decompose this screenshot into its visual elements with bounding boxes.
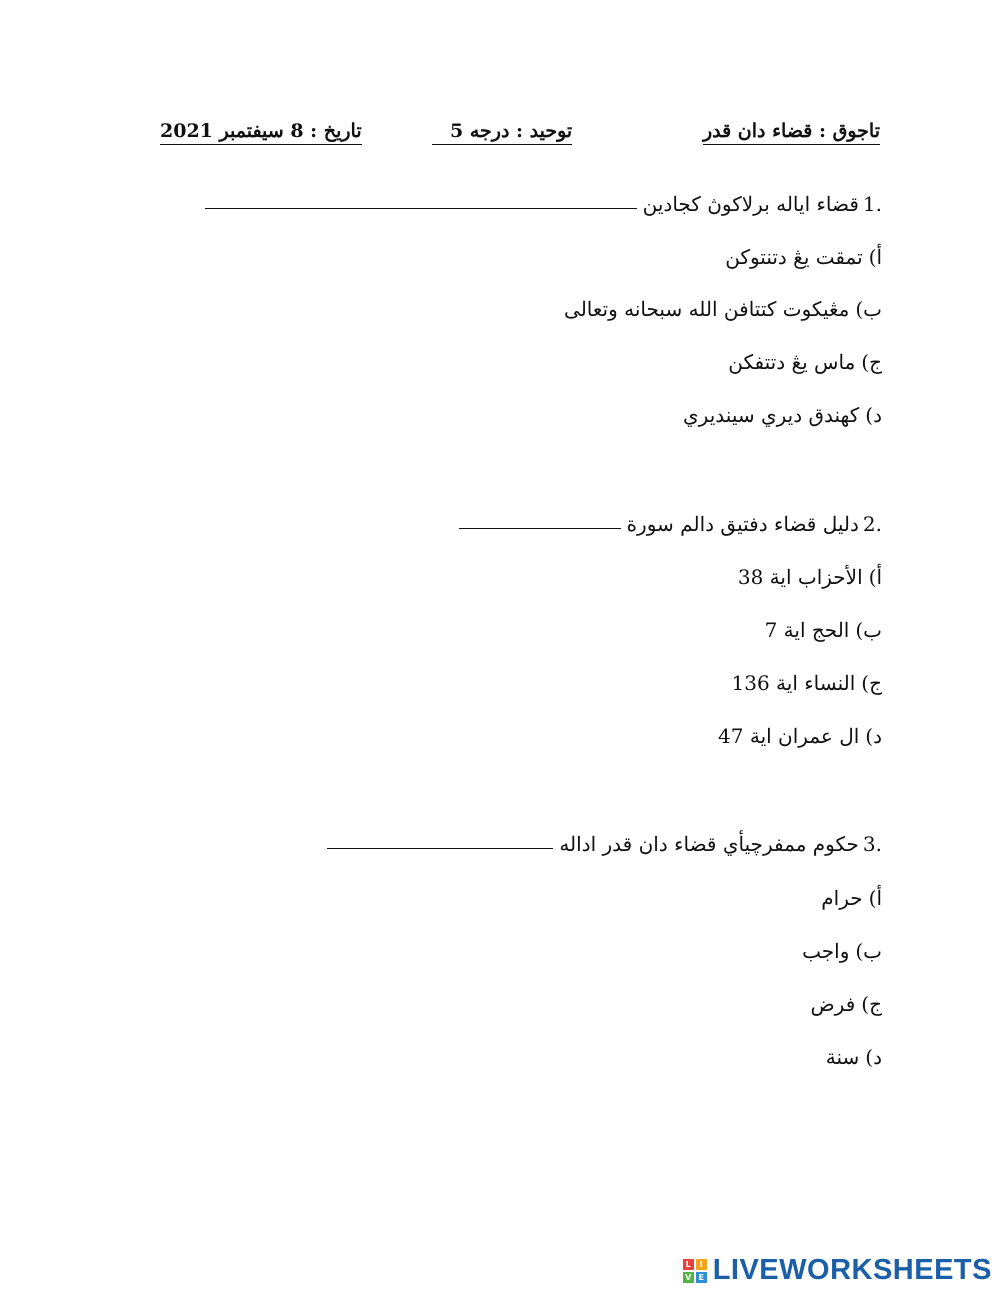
answer-blank[interactable]: [327, 847, 553, 849]
question-text: دليل قضاء دفتيق دالم سورة: [626, 512, 859, 536]
question-text: حكوم ممفرچيأي قضاء دان قدر اداله: [559, 832, 859, 856]
option-marker: ج): [861, 350, 882, 374]
logo-block: I: [696, 1259, 707, 1270]
option-text: تمقت يڠ دتنتوكن: [725, 245, 863, 269]
option-text: الأحزاب اية 38: [737, 565, 863, 589]
option-text: النساء اية 136: [731, 671, 856, 695]
liveworksheets-logo[interactable]: [683, 1254, 992, 1287]
option-text: حرام: [821, 886, 863, 910]
option-text: الحج اية 7: [764, 618, 850, 642]
logo-block: V: [683, 1272, 694, 1283]
option-marker: د): [865, 403, 882, 427]
option-2b[interactable]: [765, 618, 882, 642]
option-1c[interactable]: [728, 350, 882, 374]
option-marker: ج): [861, 671, 882, 695]
option-1d[interactable]: [683, 403, 882, 427]
option-text: ماس يڠ دتتفكن: [728, 350, 856, 374]
question-text: قضاء اياله برلاكوڽ كجادين: [642, 192, 859, 216]
option-marker: ب): [855, 297, 882, 321]
option-2a[interactable]: [738, 565, 882, 589]
worksheet-date: تاريخ : 8 سيفتمبر 2021: [160, 120, 362, 150]
option-marker: ج): [861, 992, 882, 1016]
option-2d[interactable]: [718, 724, 882, 748]
question-number: 3.: [862, 832, 882, 856]
option-text: سنة: [825, 1045, 860, 1069]
option-3d[interactable]: [826, 1045, 882, 1069]
option-3b[interactable]: [802, 939, 882, 963]
option-text: فرض: [810, 992, 856, 1016]
brand-name: LIVEWORKSHEETS: [712, 1254, 992, 1286]
option-marker: أ): [868, 565, 882, 589]
logo-block: E: [696, 1272, 707, 1283]
option-marker: د): [865, 1045, 882, 1069]
option-marker: د): [865, 724, 882, 748]
option-3a[interactable]: [821, 886, 882, 910]
option-marker: ب): [855, 618, 882, 642]
question-1: [205, 192, 882, 216]
option-3c[interactable]: [811, 992, 883, 1016]
option-text: واجب: [802, 939, 850, 963]
question-number: 1.: [862, 192, 882, 216]
question-3: [327, 832, 882, 856]
option-1b[interactable]: [564, 297, 882, 321]
answer-blank[interactable]: [459, 527, 621, 529]
option-marker: ب): [855, 939, 882, 963]
question-number: 2.: [862, 512, 882, 536]
logo-blocks-icon: [683, 1259, 707, 1283]
logo-block: L: [683, 1259, 694, 1270]
worksheet-topic: تاجوق : قضاء دان قدر: [703, 120, 880, 150]
option-2c[interactable]: [732, 671, 883, 695]
option-text: كهندق ديري سينديري: [683, 403, 860, 427]
question-2: [459, 512, 882, 536]
answer-blank[interactable]: [205, 207, 637, 209]
option-text: ال عمران اية 47: [718, 724, 860, 748]
option-marker: أ): [868, 245, 882, 269]
option-text: مڠيكوت كتتافن الله سبحانه وتعالى: [564, 297, 850, 321]
option-1a[interactable]: [725, 245, 882, 269]
option-marker: أ): [868, 886, 882, 910]
worksheet-subject-grade: توحيد : درجه 5: [432, 120, 572, 150]
